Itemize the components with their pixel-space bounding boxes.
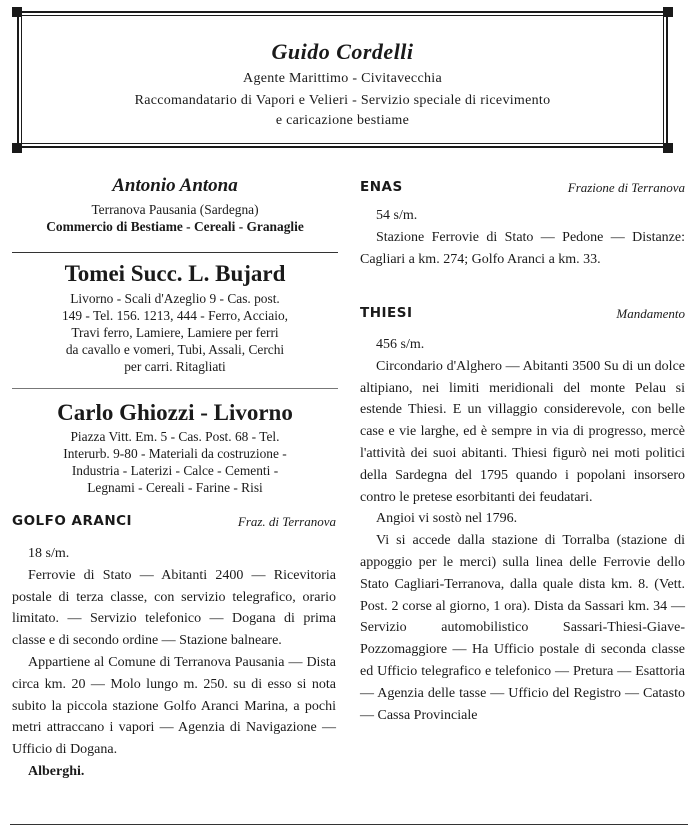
separator-rule <box>12 252 338 253</box>
entry-enas-header <box>360 179 685 199</box>
ad-ghiozzi-line: Piazza Vitt. Em. 5 - Cas. Post. 68 - Tel. <box>70 429 280 445</box>
entry-thiesi-paragraph: Vi si accede dalla stazione di Torralba (stazione di appoggio per le merci) sulla linea delle Ferrovie dello Stato Cagliari-Terranova, dalla quale dista km. 8. (Vett. Post. 2 corse al giorno, 1 ora). Dista da Sassari km. 34 — Servizio automobilistico Sassari-Thiesi-Giave-Pozzomaggiore — Ha Ufficio postale di seconda classe ed Ufficio telegrafico e telefonico — Pretura — Esattoria — Agenzia delle tasse — Ufficio del Registro — Catasto — Cassa Provinciale <box>360 533 685 723</box>
header-ad-box <box>17 11 668 148</box>
bottom-rule <box>10 824 688 825</box>
entry-enas-body <box>360 205 685 270</box>
ad-antona-name: Antonio Antona <box>112 175 238 196</box>
ad-ghiozzi <box>10 400 340 496</box>
entry-golfo-title: GOLFO ARANCI <box>12 513 133 529</box>
ad-ghiozzi-line: Industria - Laterizi - Calce - Cementi - <box>71 463 279 479</box>
entry-enas-title: ENAS <box>360 179 403 195</box>
ad-ghiozzi-line: Legnami - Cereali - Farine - Risi <box>87 480 263 496</box>
entry-enas-paragraph: Stazione Ferrovie di Stato — Pedone — Distanze: Cagliari a km. 274; Golfo Aranci a km. 33. <box>360 229 685 267</box>
header-ad-line3: e caricazione bestiame <box>275 113 410 128</box>
entry-thiesi-altitude: 456 s/m. <box>376 337 425 352</box>
entry-golfo-hotels: Alberghi. <box>28 763 85 779</box>
entry-thiesi-paragraph: Angioi vi sostò nel 1796. <box>376 511 518 527</box>
entry-golfo-type: Fraz. di Terranova <box>237 514 336 529</box>
header-ad-line1: Agente Marittimo - Civitavecchia <box>243 71 442 86</box>
ad-bujard-line: Livorno - Scali d'Azeglio 9 - Cas. post. <box>70 291 280 307</box>
ad-bujard-line: da cavallo e vomeri, Tubi, Assali, Cerchi <box>65 342 285 358</box>
header-ad-line2: Raccomandatario di Vapori e Velieri - Servizio speciale di ricevimento <box>134 93 551 108</box>
corner-ornament <box>12 143 22 153</box>
ad-antona-line2: Commercio di Bestiame - Cereali - Granaglie <box>46 218 304 234</box>
separator-rule <box>12 388 338 389</box>
entry-golfo-body <box>12 543 336 783</box>
ad-ghiozzi-line: Interurb. 9-80 - Materiali da costruzione - <box>63 446 287 462</box>
ad-bujard-line: Travi ferro, Lamiere, Lamiere per ferri <box>71 325 279 341</box>
entry-thiesi-paragraph: Circondario d'Alghero — Abitanti 3500 Su di un dolce altipiano, nei limiti meridionali del monte Pelau si estende Thiesi. E un villaggio considerevole, con belle case e vie larghe, ed è sempre in via di progresso, mercè l'attività dei suoi abitanti. Thiesi figurò nei moti politici della Sardegna del 1795 quando i popolani insorsero contro le pretese esorbitanti dei feudatari. <box>360 358 685 505</box>
entry-enas-altitude: 54 s/m. <box>376 208 418 223</box>
header-ad-name: Guido Cordelli <box>271 39 414 64</box>
entry-golfo-altitude: 18 s/m. <box>28 546 70 561</box>
entry-thiesi-body <box>360 334 685 726</box>
entry-thiesi-title: THIESI <box>360 305 413 321</box>
entry-thiesi-type: Mandamento <box>616 306 685 321</box>
corner-ornament <box>663 143 673 153</box>
ad-bujard-name: Tomei Succ. L. Bujard <box>64 261 286 286</box>
ad-bujard <box>10 261 340 375</box>
entry-enas-type: Frazione di Terranova <box>567 180 685 195</box>
ad-bujard-line: per carri. Ritagliati <box>124 359 226 375</box>
entry-golfo-header <box>12 513 336 533</box>
entry-golfo-paragraph: Ferrovie di Stato — Abitanti 2400 — Ricevitoria postale di terza classe, con servizio telegrafico, orario limitato. — Servizio telefonico — Dogana di prima classe e di secondo ordine — Stazione balneare. <box>12 567 336 649</box>
entry-golfo-paragraph: Appartiene al Comune di Terranova Pausania — Dista circa km. 20 — Molo lungo m. 250. su di esso si nota subito la piccola stazione Golfo Aranci Marina, a pochi metri attraccano i vapori — Agenzia di Navigazione — Ufficio di Dogana. <box>12 654 336 758</box>
entry-thiesi-header <box>360 305 685 325</box>
ad-antona-line1: Terranova Pausania (Sardegna) <box>91 201 259 217</box>
corner-ornament <box>663 7 673 17</box>
ad-antona <box>10 176 340 235</box>
ad-bujard-line: 149 - Tel. 156. 1213, 444 - Ferro, Acciaio, <box>61 308 289 324</box>
ad-ghiozzi-name: Carlo Ghiozzi - Livorno <box>57 400 293 425</box>
corner-ornament <box>12 7 22 17</box>
